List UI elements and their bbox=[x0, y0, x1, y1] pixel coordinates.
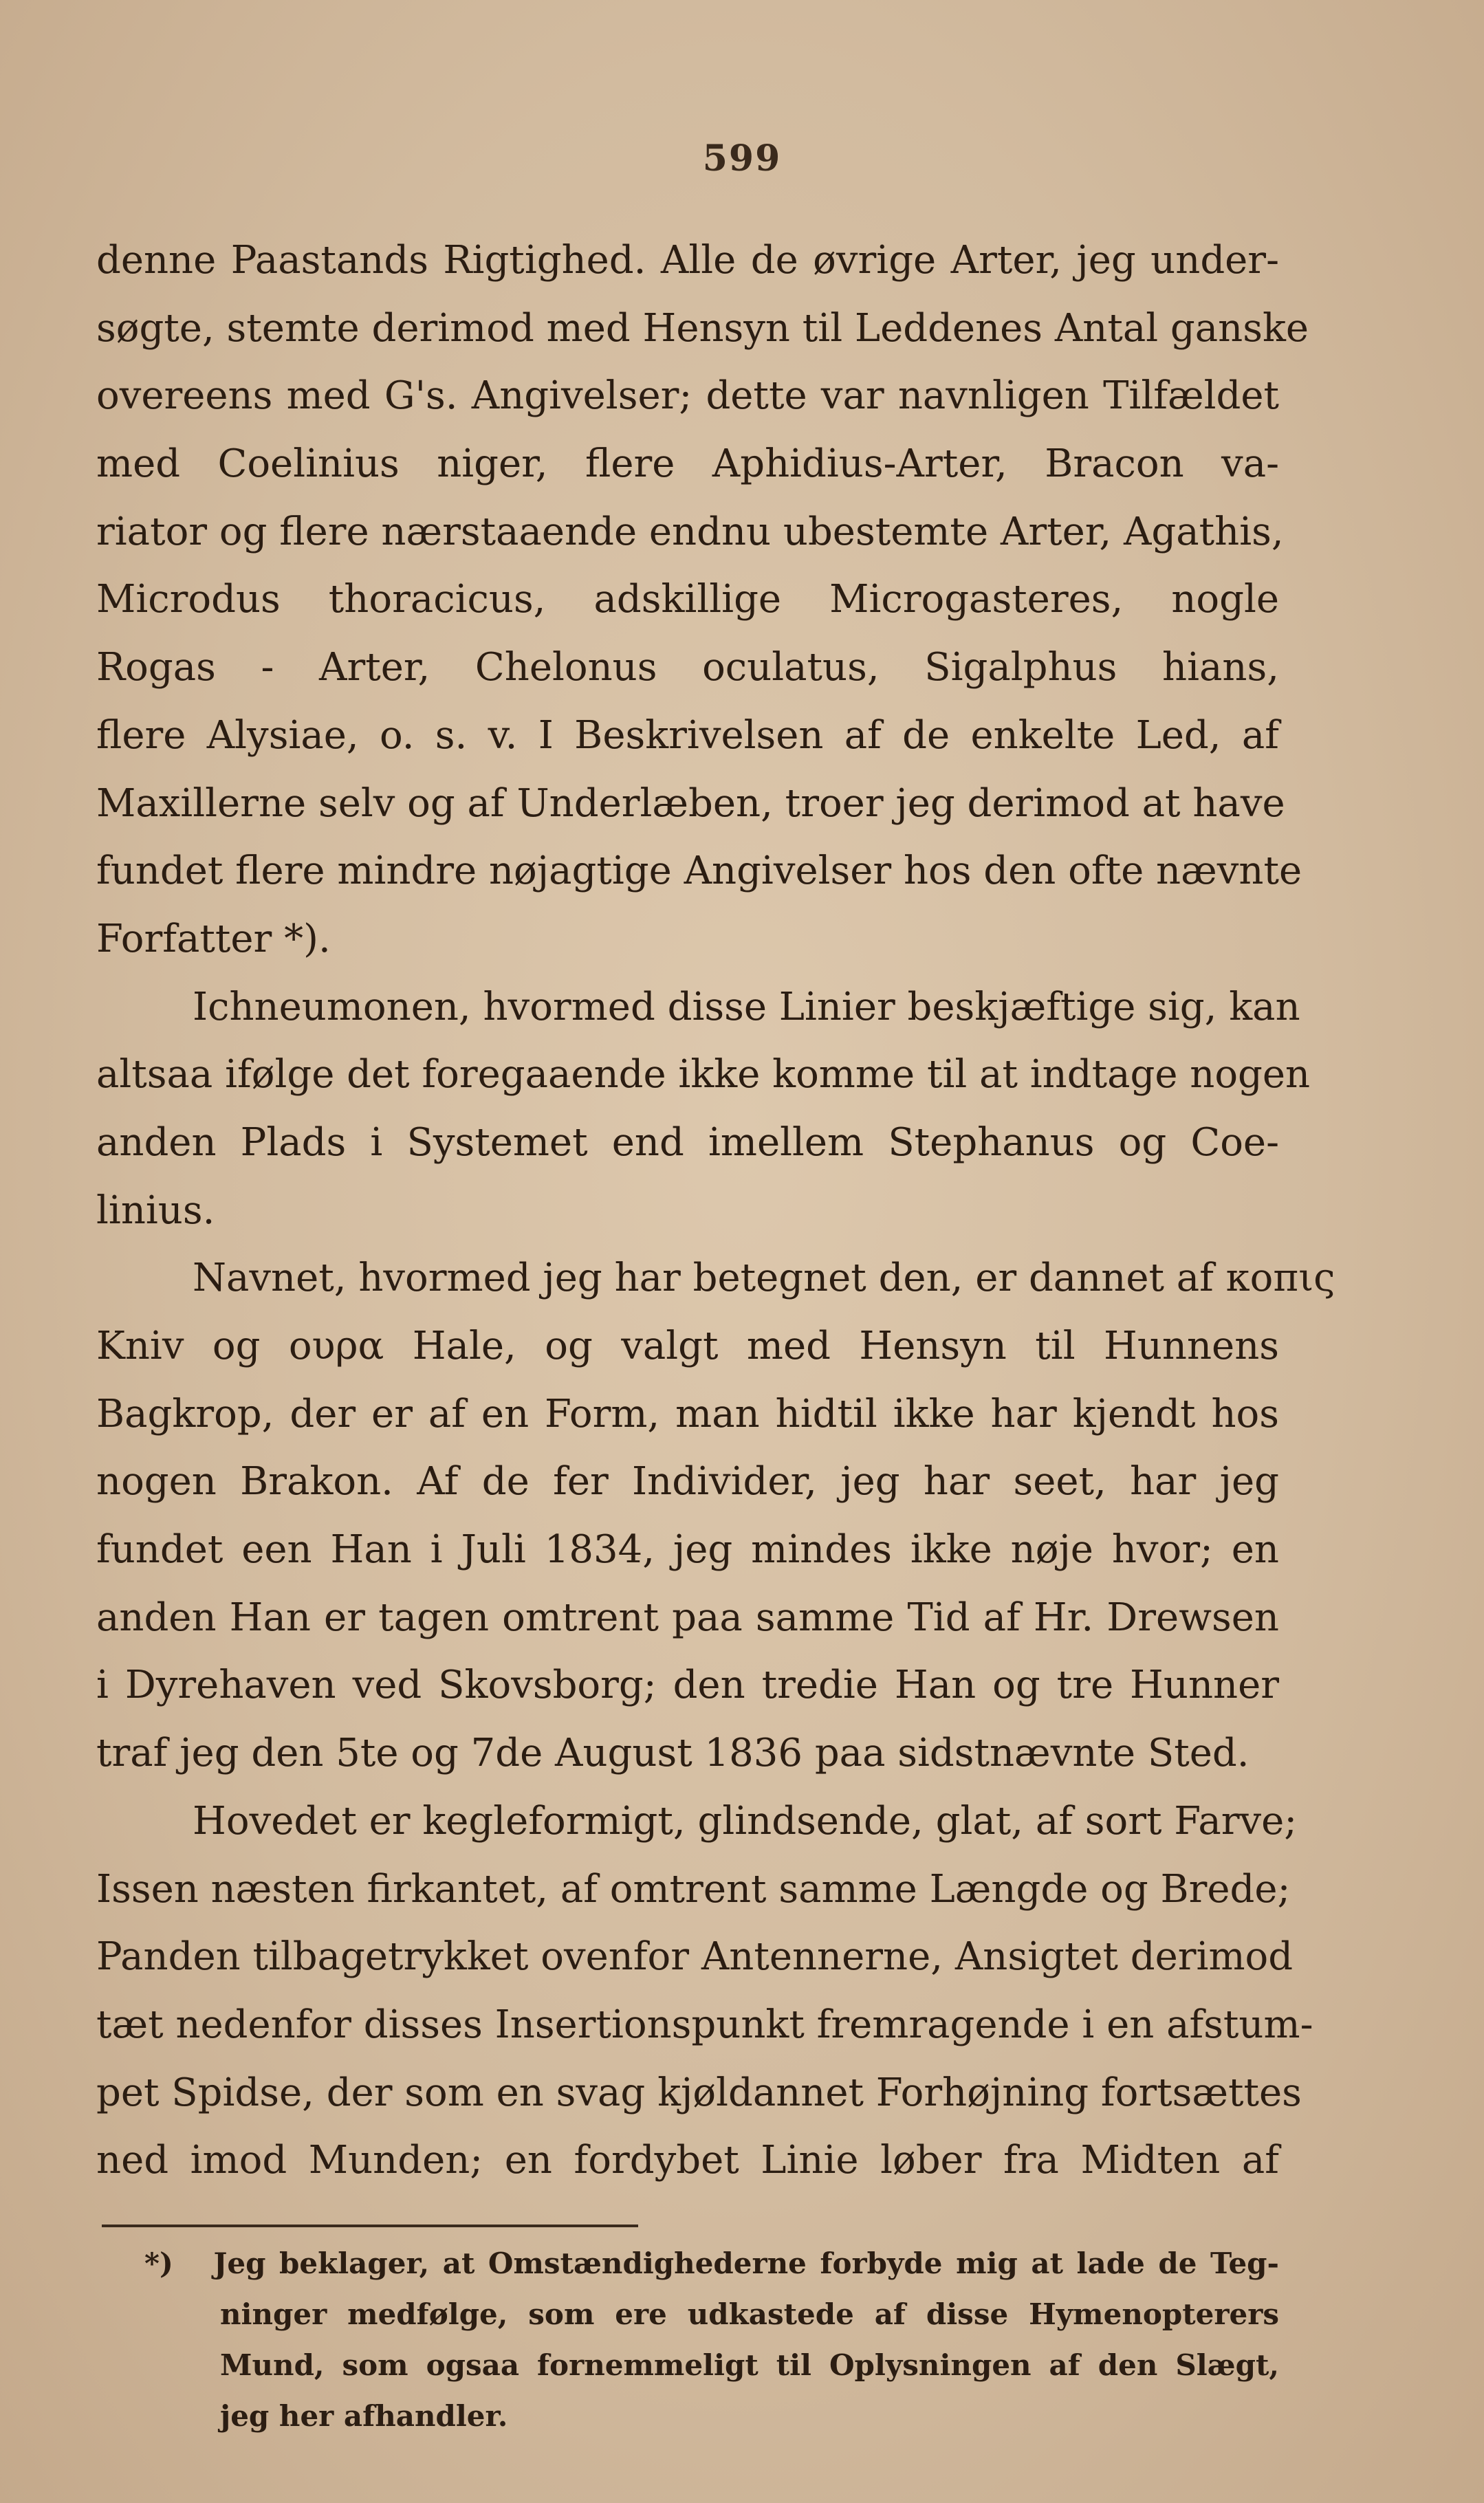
paragraph-start: Ichneumonen, hvormed disse Linier beskjæftige sig, kan bbox=[193, 984, 1300, 1029]
text-line: altsaa ifølge det foregaaende ikke komme til at indtage nogen bbox=[96, 1052, 1311, 1097]
text-line: flere Alysiae, o. s. v. I Beskrivelsen af de enkelte Led, af bbox=[96, 712, 1279, 758]
footnote-line bbox=[144, 2238, 1279, 2289]
footnote-line: Mund, som ogsaa fornemmeligt til Oplysningen af den Slægt, bbox=[220, 2348, 1279, 2382]
text-line: fundet een Han i Juli 1834, jeg mindes ikke nøje hvor; en bbox=[96, 1527, 1279, 1573]
text-line: Issen næsten firkantet, af omtrent samme Længde og Brede; bbox=[96, 1866, 1291, 1912]
text-line: traf jeg den 5te og 7de August 1836 paa sidstnævnte Sted. bbox=[96, 1731, 1250, 1776]
text-line: Panden tilbagetrykket ovenfor Antennerne, Ansigtet derimod bbox=[96, 1934, 1294, 1980]
text-line: ned imod Munden; en fordybet Linie løber fra Midten af bbox=[96, 2138, 1279, 2183]
text-line: pet Spidse, der som en svag kjøldannet Forhøjning fortsættes bbox=[96, 2070, 1302, 2115]
footnote bbox=[144, 2238, 1279, 2442]
footnote-text: Jeg beklager, at Omstændighederne forbyde mig at lade de Teg- bbox=[213, 2247, 1279, 2280]
text-line: søgte, stemte derimod med Hensyn til Leddenes Antal ganske bbox=[96, 305, 1309, 351]
text-line: denne Paastands Rigtighed. Alle de øvrige Arter, jeg under- bbox=[96, 238, 1279, 283]
paragraph-start: Navnet, hvormed jeg har betegnet den, er dannet af κοπις bbox=[193, 1256, 1335, 1301]
footnote-line: jeg her afhandler. bbox=[220, 2399, 508, 2433]
page-number: 599 bbox=[702, 138, 782, 179]
text-line: tæt nedenfor disses Insertionspunkt fremragende i en afstum- bbox=[96, 2002, 1313, 2047]
text-line: anden Han er tagen omtrent paa samme Tid af Hr. Drewsen bbox=[96, 1595, 1279, 1640]
text-line: riator og flere nærstaaende endnu ubestemte Arter, Agathis, bbox=[96, 509, 1284, 554]
text-line: overeens med G's. Angivelser; dette var navnligen Tilfældet bbox=[96, 373, 1279, 419]
text-line: med Coelinius niger, flere Aphidius-Arter, Bracon va- bbox=[96, 441, 1279, 487]
text-line: fundet flere mindre nøjagtige Angivelser hos den ofte nævnte bbox=[96, 849, 1302, 894]
footnote-divider bbox=[102, 2225, 638, 2227]
text-line: linius. bbox=[96, 1188, 215, 1233]
text-line: anden Plads i Systemet end imellem Stephanus og Coe- bbox=[96, 1119, 1279, 1165]
text-line: Microdus thoracicus, adskillige Microgasteres, nogle bbox=[96, 577, 1279, 622]
body-text bbox=[96, 227, 1335, 2195]
footnote-line: ninger medfølge, som ere udkastede af disse Hymenopterers bbox=[220, 2297, 1279, 2331]
text-line: Bagkrop, der er af en Form, man hidtil ikke har kjendt hos bbox=[96, 1391, 1279, 1436]
text-line: Maxillerne selv og af Underlæben, troer jeg derimod at have bbox=[96, 780, 1285, 826]
text-line: Forfatter *). bbox=[96, 916, 331, 961]
text-line: Rogas - Arter, Chelonus oculatus, Sigalphus hians, bbox=[96, 645, 1279, 690]
text-line: i Dyrehaven ved Skovsborg; den tredie Han og tre Hunner bbox=[96, 1663, 1279, 1708]
footnote-marker: *) bbox=[144, 2247, 173, 2280]
paragraph-start: Hovedet er kegleformigt, glindsende, glat, af sort Farve; bbox=[193, 1798, 1298, 1844]
text-line: Kniv og ουρα Hale, og valgt med Hensyn til Hunnens bbox=[96, 1324, 1279, 1368]
text-line: nogen Brakon. Af de fer Individer, jeg har seet, har jeg bbox=[96, 1459, 1279, 1505]
